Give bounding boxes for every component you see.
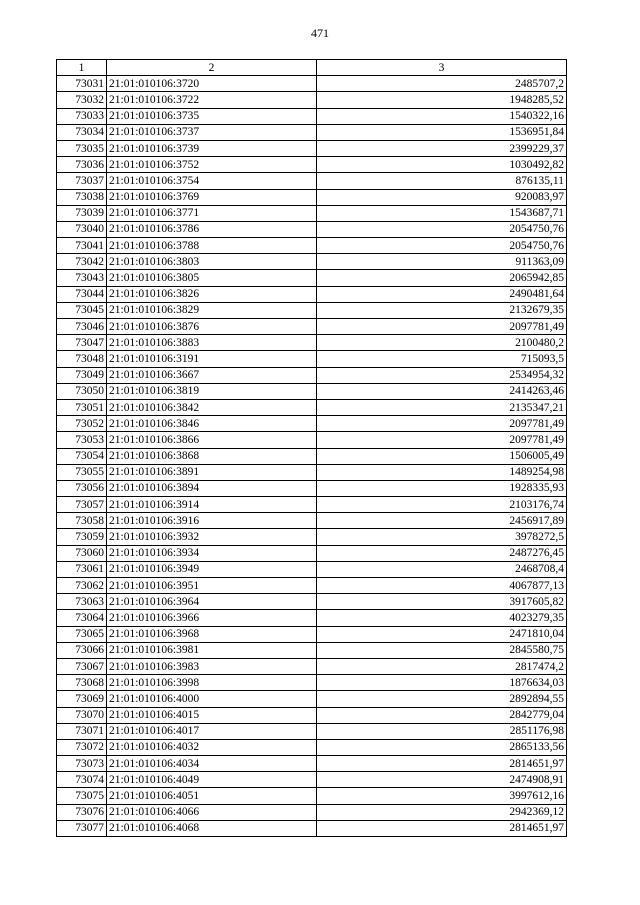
table-row	[57, 432, 567, 448]
cadastral-value-cell: 876135,11	[317, 173, 567, 189]
cadastral-value-cell: 2456917,89	[317, 513, 567, 529]
row-number-cell: 73050	[57, 383, 107, 399]
table-row	[57, 707, 567, 723]
table-row	[57, 124, 567, 140]
cadastral-value-cell: 2487276,45	[317, 545, 567, 561]
cadastral-number-cell: 21:01:010106:3752	[107, 157, 317, 173]
table-row	[57, 691, 567, 707]
table-row	[57, 464, 567, 480]
table-row	[57, 92, 567, 108]
cadastral-value-cell: 2132679,35	[317, 302, 567, 318]
cadastral-value-cell: 2399229,37	[317, 140, 567, 156]
cadastral-value-cell: 2892894,55	[317, 691, 567, 707]
row-number-cell: 73049	[57, 367, 107, 383]
row-number-cell: 73051	[57, 399, 107, 415]
cadastral-number-cell: 21:01:010106:3883	[107, 335, 317, 351]
cadastral-value-cell: 2845580,75	[317, 642, 567, 658]
cadastral-value-cell: 1876634,03	[317, 675, 567, 691]
cadastral-number-cell: 21:01:010106:4049	[107, 772, 317, 788]
row-number-cell: 73074	[57, 772, 107, 788]
cadastral-value-cell: 4023279,35	[317, 610, 567, 626]
cadastral-number-cell: 21:01:010106:3826	[107, 286, 317, 302]
table-row	[57, 675, 567, 691]
table-row	[57, 642, 567, 658]
row-number-cell: 73071	[57, 723, 107, 739]
row-number-cell: 73066	[57, 642, 107, 658]
row-number-cell: 73067	[57, 658, 107, 674]
table-row	[57, 189, 567, 205]
cadastral-number-cell: 21:01:010106:4034	[107, 756, 317, 772]
cadastral-value-cell: 2942369,12	[317, 804, 567, 820]
cadastral-value-cell: 2534954,32	[317, 367, 567, 383]
cadastral-value-cell: 1489254,98	[317, 464, 567, 480]
cadastral-value-cell: 2474908,91	[317, 772, 567, 788]
cadastral-number-cell: 21:01:010106:3771	[107, 205, 317, 221]
table-row	[57, 497, 567, 513]
row-number-cell: 73040	[57, 221, 107, 237]
table-row	[57, 739, 567, 755]
cadastral-number-cell: 21:01:010106:3722	[107, 92, 317, 108]
cadastral-value-table	[56, 59, 567, 837]
cadastral-number-cell: 21:01:010106:3842	[107, 399, 317, 415]
row-number-cell: 73060	[57, 545, 107, 561]
table-header-row	[57, 60, 567, 76]
table-row	[57, 173, 567, 189]
cadastral-number-cell: 21:01:010106:3846	[107, 416, 317, 432]
table-row	[57, 140, 567, 156]
cadastral-number-cell: 21:01:010106:3998	[107, 675, 317, 691]
cadastral-number-cell: 21:01:010106:4068	[107, 820, 317, 836]
cadastral-number-cell: 21:01:010106:4066	[107, 804, 317, 820]
cadastral-number-cell: 21:01:010106:3735	[107, 108, 317, 124]
cadastral-number-cell: 21:01:010106:3981	[107, 642, 317, 658]
table-row	[57, 529, 567, 545]
table-row	[57, 545, 567, 561]
cadastral-number-cell: 21:01:010106:3720	[107, 76, 317, 92]
row-number-cell: 73073	[57, 756, 107, 772]
row-number-cell: 73072	[57, 739, 107, 755]
cadastral-number-cell: 21:01:010106:3667	[107, 367, 317, 383]
table-row	[57, 820, 567, 836]
table-row	[57, 286, 567, 302]
cadastral-value-cell: 1506005,49	[317, 448, 567, 464]
cadastral-number-cell: 21:01:010106:3876	[107, 319, 317, 335]
table-row	[57, 788, 567, 804]
cadastral-number-cell: 21:01:010106:3964	[107, 594, 317, 610]
page-number: 471	[311, 26, 329, 40]
row-number-cell: 73035	[57, 140, 107, 156]
row-number-cell: 73069	[57, 691, 107, 707]
table-row	[57, 157, 567, 173]
cadastral-value-cell: 715093,5	[317, 351, 567, 367]
row-number-cell: 73044	[57, 286, 107, 302]
cadastral-value-cell: 2100480,2	[317, 335, 567, 351]
row-number-cell: 73032	[57, 92, 107, 108]
cadastral-number-cell: 21:01:010106:3788	[107, 238, 317, 254]
row-number-cell: 73037	[57, 173, 107, 189]
cadastral-value-cell: 2103176,74	[317, 497, 567, 513]
row-number-cell: 73045	[57, 302, 107, 318]
cadastral-number-cell: 21:01:010106:3968	[107, 626, 317, 642]
table-row	[57, 480, 567, 496]
row-number-cell: 73068	[57, 675, 107, 691]
cadastral-value-cell: 4067877,13	[317, 578, 567, 594]
cadastral-number-cell: 21:01:010106:3932	[107, 529, 317, 545]
row-number-cell: 73048	[57, 351, 107, 367]
table-row	[57, 723, 567, 739]
cadastral-value-cell: 2851176,98	[317, 723, 567, 739]
table-row	[57, 399, 567, 415]
cadastral-number-cell: 21:01:010106:3891	[107, 464, 317, 480]
row-number-cell: 73052	[57, 416, 107, 432]
cadastral-value-cell: 1543687,71	[317, 205, 567, 221]
cadastral-value-cell: 2490481,64	[317, 286, 567, 302]
table-row	[57, 254, 567, 270]
row-number-cell: 73033	[57, 108, 107, 124]
cadastral-value-cell: 2814651,97	[317, 756, 567, 772]
row-number-cell: 73054	[57, 448, 107, 464]
table-row	[57, 756, 567, 772]
table-row	[57, 351, 567, 367]
cadastral-number-cell: 21:01:010106:3819	[107, 383, 317, 399]
column-header-number: 1	[57, 60, 107, 76]
cadastral-value-cell: 2097781,49	[317, 416, 567, 432]
row-number-cell: 73034	[57, 124, 107, 140]
row-number-cell: 73075	[57, 788, 107, 804]
cadastral-value-cell: 2471810,04	[317, 626, 567, 642]
cadastral-value-cell: 2842779,04	[317, 707, 567, 723]
table-row	[57, 238, 567, 254]
cadastral-number-cell: 21:01:010106:4000	[107, 691, 317, 707]
cadastral-number-cell: 21:01:010106:4032	[107, 739, 317, 755]
column-header-cadastral-value: 3	[317, 60, 567, 76]
cadastral-number-cell: 21:01:010106:4015	[107, 707, 317, 723]
cadastral-number-cell: 21:01:010106:4051	[107, 788, 317, 804]
table-row	[57, 561, 567, 577]
row-number-cell: 73031	[57, 76, 107, 92]
cadastral-number-cell: 21:01:010106:3916	[107, 513, 317, 529]
cadastral-value-cell: 2097781,49	[317, 432, 567, 448]
table-row	[57, 594, 567, 610]
row-number-cell: 73039	[57, 205, 107, 221]
row-number-cell: 73047	[57, 335, 107, 351]
cadastral-value-cell: 3978272,5	[317, 529, 567, 545]
cadastral-value-cell: 3997612,16	[317, 788, 567, 804]
row-number-cell: 73076	[57, 804, 107, 820]
column-header-cadastral-number: 2	[107, 60, 317, 76]
cadastral-number-cell: 21:01:010106:3786	[107, 221, 317, 237]
row-number-cell: 73058	[57, 513, 107, 529]
cadastral-value-cell: 3917605,82	[317, 594, 567, 610]
cadastral-value-cell: 2054750,76	[317, 238, 567, 254]
table-row	[57, 335, 567, 351]
row-number-cell: 73043	[57, 270, 107, 286]
row-number-cell: 73056	[57, 480, 107, 496]
table-body	[57, 76, 567, 837]
table-row	[57, 319, 567, 335]
table-row	[57, 658, 567, 674]
cadastral-number-cell: 21:01:010106:3191	[107, 351, 317, 367]
cadastral-value-cell: 2817474,2	[317, 658, 567, 674]
cadastral-number-cell: 21:01:010106:4017	[107, 723, 317, 739]
cadastral-number-cell: 21:01:010106:3805	[107, 270, 317, 286]
row-number-cell: 73070	[57, 707, 107, 723]
cadastral-value-cell: 2865133,56	[317, 739, 567, 755]
table-row	[57, 626, 567, 642]
row-number-cell: 73055	[57, 464, 107, 480]
table-row	[57, 108, 567, 124]
cadastral-value-cell: 920083,97	[317, 189, 567, 205]
row-number-cell: 73062	[57, 578, 107, 594]
cadastral-number-cell: 21:01:010106:3894	[107, 480, 317, 496]
row-number-cell: 73064	[57, 610, 107, 626]
row-number-cell: 73063	[57, 594, 107, 610]
row-number-cell: 73038	[57, 189, 107, 205]
cadastral-number-cell: 21:01:010106:3914	[107, 497, 317, 513]
table-row	[57, 383, 567, 399]
cadastral-value-cell: 2054750,76	[317, 221, 567, 237]
table-row	[57, 513, 567, 529]
table-row	[57, 448, 567, 464]
cadastral-value-cell: 2814651,97	[317, 820, 567, 836]
table-row	[57, 367, 567, 383]
cadastral-number-cell: 21:01:010106:3949	[107, 561, 317, 577]
cadastral-value-cell: 1540322,16	[317, 108, 567, 124]
row-number-cell: 73077	[57, 820, 107, 836]
table-row	[57, 205, 567, 221]
cadastral-number-cell: 21:01:010106:3737	[107, 124, 317, 140]
table-row	[57, 76, 567, 92]
row-number-cell: 73057	[57, 497, 107, 513]
cadastral-value-cell: 2414263,46	[317, 383, 567, 399]
cadastral-number-cell: 21:01:010106:3803	[107, 254, 317, 270]
cadastral-number-cell: 21:01:010106:3868	[107, 448, 317, 464]
cadastral-value-cell: 2485707,2	[317, 76, 567, 92]
table-row	[57, 772, 567, 788]
cadastral-number-cell: 21:01:010106:3966	[107, 610, 317, 626]
cadastral-number-cell: 21:01:010106:3866	[107, 432, 317, 448]
cadastral-number-cell: 21:01:010106:3739	[107, 140, 317, 156]
cadastral-number-cell: 21:01:010106:3829	[107, 302, 317, 318]
cadastral-value-cell: 2468708,4	[317, 561, 567, 577]
table-row	[57, 578, 567, 594]
table-row	[57, 610, 567, 626]
table-row	[57, 302, 567, 318]
row-number-cell: 73046	[57, 319, 107, 335]
cadastral-number-cell: 21:01:010106:3951	[107, 578, 317, 594]
table-row	[57, 221, 567, 237]
row-number-cell: 73059	[57, 529, 107, 545]
cadastral-value-cell: 1536951,84	[317, 124, 567, 140]
cadastral-value-cell: 1948285,52	[317, 92, 567, 108]
cadastral-number-cell: 21:01:010106:3754	[107, 173, 317, 189]
cadastral-value-cell: 2065942,85	[317, 270, 567, 286]
row-number-cell: 73061	[57, 561, 107, 577]
cadastral-value-cell: 2135347,21	[317, 399, 567, 415]
cadastral-number-cell: 21:01:010106:3769	[107, 189, 317, 205]
table-row	[57, 804, 567, 820]
cadastral-value-cell: 1928335,93	[317, 480, 567, 496]
cadastral-value-cell: 1030492,82	[317, 157, 567, 173]
row-number-cell: 73036	[57, 157, 107, 173]
cadastral-number-cell: 21:01:010106:3983	[107, 658, 317, 674]
cadastral-value-cell: 2097781,49	[317, 319, 567, 335]
row-number-cell: 73042	[57, 254, 107, 270]
row-number-cell: 73053	[57, 432, 107, 448]
table-row	[57, 416, 567, 432]
cadastral-value-cell: 911363,09	[317, 254, 567, 270]
row-number-cell: 73041	[57, 238, 107, 254]
cadastral-number-cell: 21:01:010106:3934	[107, 545, 317, 561]
table-row	[57, 270, 567, 286]
row-number-cell: 73065	[57, 626, 107, 642]
